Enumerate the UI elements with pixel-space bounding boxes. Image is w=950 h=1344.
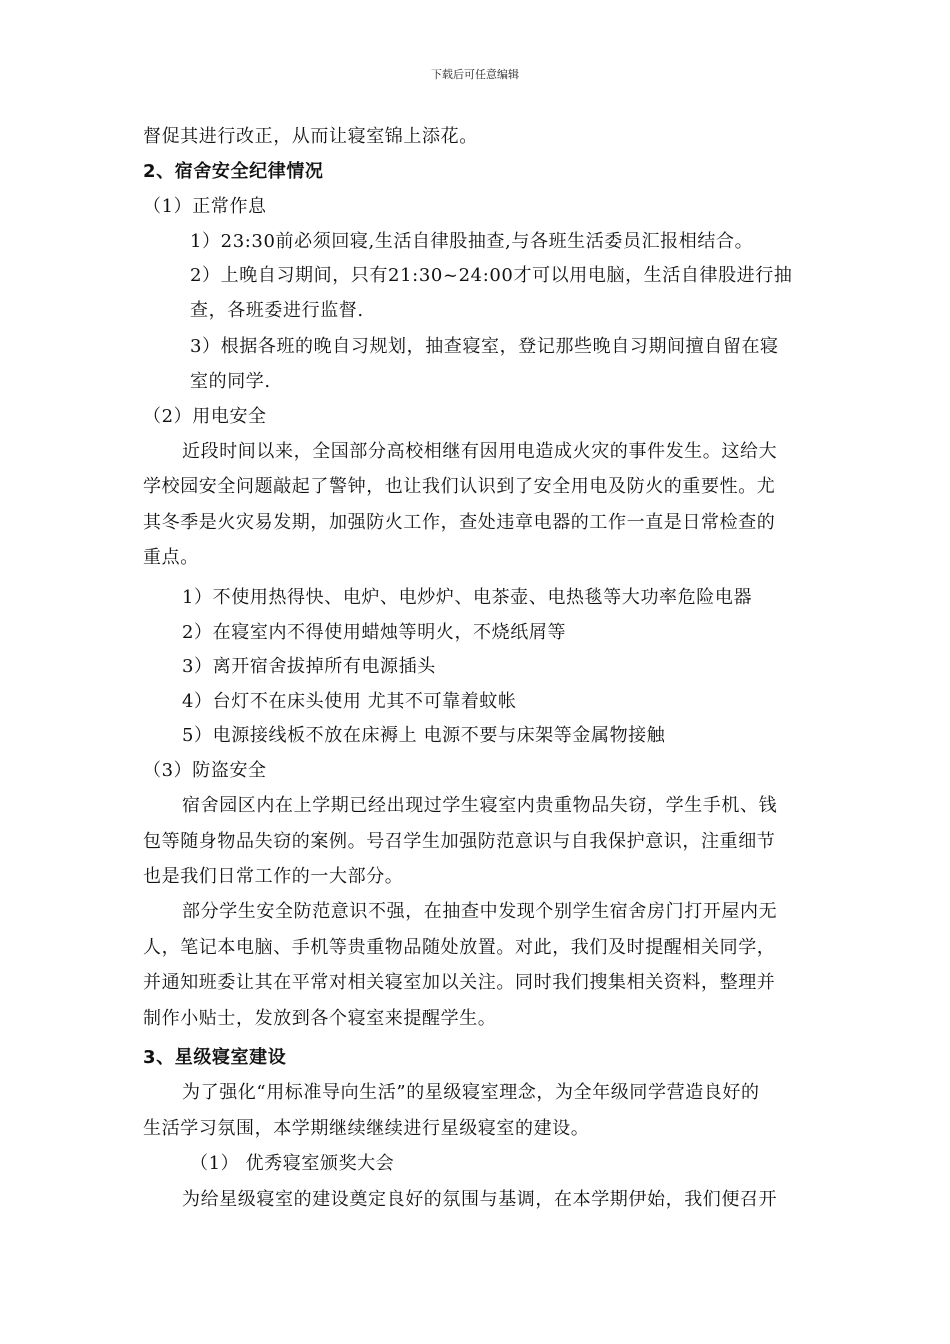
paragraph-line: 生活学习氛围，本学期继续继续进行星级寝室的建设。 [143,1118,590,1139]
section-heading: 3、星级寝室建设 [143,1047,287,1068]
paragraph-line: 部分学生安全防范意识不强，在抽查中发现个别学生宿舍房门打开屋内无 [182,901,778,922]
paragraph-line: 宿舍园区内在上学期已经出现过学生寝室内贵重物品失窃，学生手机、钱 [182,795,778,816]
subsection-heading: （2）用电安全 [143,406,267,427]
paragraph-line: 为给星级寝室的建设奠定良好的氛围与基调，在本学期伊始，我们便召开 [182,1189,778,1210]
paragraph-line: 近段时间以来，全国部分高校相继有因用电造成火灾的事件发生。这给大 [182,441,778,462]
list-item: 5）电源接线板不放在床褥上 电源不要与床架等金属物接触 [182,725,666,746]
paragraph-line: 人，笔记本电脑、手机等贵重物品随处放置。对此，我们及时提醒相关同学， [143,937,776,958]
list-item: 4）台灯不在床头使用 尤其不可靠着蚊帐 [182,691,517,712]
paragraph-line: 为了强化“用标准导向生活”的星级寝室理念，为全年级同学营造良好的 [182,1082,760,1103]
paragraph-line: 学校园安全问题敲起了警钟，也让我们认识到了安全用电及防火的重要性。尤 [143,476,776,497]
list-item: 2）在寝室内不得使用蜡烛等明火，不烧纸屑等 [182,622,567,643]
subsection-heading: （1） 优秀寝室颁奖大会 [190,1153,395,1174]
paragraph-line: 重点。 [143,547,199,568]
paragraph-line: 制作小贴士，发放到各个寝室来提醒学生。 [143,1008,497,1029]
header-watermark: 下载后可任意编辑 [431,68,519,81]
list-item: 1）23:30前必须回寝,生活自律股抽查,与各班生活委员汇报相结合。 [190,231,754,252]
list-item: 2）上晚自习期间，只有21:30~24:00才可以用电脑，生活自律股进行抽 [190,265,793,286]
paragraph-line: 也是我们日常工作的一大部分。 [143,866,404,887]
list-item: 3）离开宿舍拔掉所有电源插头 [182,656,436,677]
paragraph-line: 督促其进行改正，从而让寝室锦上添花。 [143,126,478,147]
paragraph-line: 并通知班委让其在平常对相关寝室加以关注。同时我们搜集相关资料，整理并 [143,972,776,993]
section-heading: 2、宿舍安全纪律情况 [143,161,324,182]
list-item: 1）不使用热得快、电炉、电炒炉、电茶壶、电热毯等大功率危险电器 [182,587,753,608]
subsection-heading: （3）防盗安全 [143,760,267,781]
paragraph-line: 包等随身物品失窃的案例。号召学生加强防范意识与自我保护意识，注重细节 [143,831,776,852]
list-item-continuation: 查，各班委进行监督. [190,300,364,321]
list-item: 3）根据各班的晚自习规划，抽查寝室，登记那些晚自习期间擅自留在寝 [190,336,779,357]
list-item-continuation: 室的同学. [190,371,271,392]
paragraph-line: 其冬季是火灾易发期，加强防火工作，查处违章电器的工作一直是日常检查的 [143,512,776,533]
subsection-heading: （1）正常作息 [143,196,267,217]
